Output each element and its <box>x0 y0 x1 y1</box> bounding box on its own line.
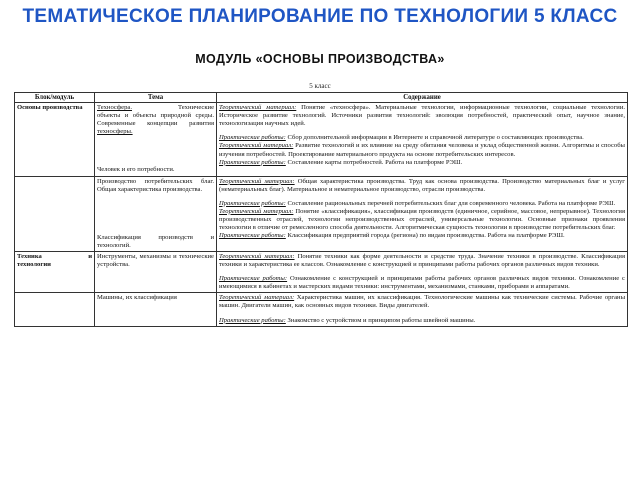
content-paragraph: Практические работы: Ознакомление с конструкцией и принципами работы рабочих органов различных видов техники. Ознакомление с имеющимися в кабинетах и мастерских видами техники: инструментами, механизмами, станками, приборами и аппаратами. <box>219 275 625 291</box>
table-row <box>15 176 628 251</box>
planning-table <box>14 92 628 327</box>
content-paragraph: Теоретический материал: Общая характеристика производства. Труд как основа производства. Производство материальных благ и услуг (нематериальных благ). Материальное и нематериальное производство, отрасли производства. <box>219 177 626 193</box>
content-paragraph: Практические работы: Составление карты потребностей. Работа на платформе РЭШ. <box>219 158 463 166</box>
grade-label: 5 класс <box>309 82 331 90</box>
topic-cell <box>95 293 217 326</box>
content-paragraph: Теоретический материал: Характеристика машин, их классификация. Технологические машины как технические системы. Рабочие органы машин. Двигатели машин, как основных видов техники. Виды двигателей. <box>219 294 626 310</box>
topic-text: Машины, их классификация <box>97 294 177 302</box>
topic-cell <box>95 103 217 176</box>
content-paragraph: Практические работы: Составление рациональных перечней потребительских благ для современного человека. Работа на платформе РЭШ. <box>219 199 616 207</box>
content-cell <box>217 251 628 292</box>
page-title: ТЕМАТИЧЕСКОЕ ПЛАНИРОВАНИЕ ПО ТЕХНОЛОГИИ 5 КЛАСС <box>22 6 618 27</box>
block-cell <box>15 176 95 251</box>
topic-text: Человек и его потребности. <box>97 166 175 174</box>
topic-keyword-end: техносферы. <box>97 128 133 136</box>
table-row <box>15 293 628 326</box>
header-topic: Тема <box>95 93 217 103</box>
content-paragraph: Теоретический материал: Развитие технологий и их влияние на среду обитания человека и уклад общественной жизни. Алгоритмы и способы изучения потребностей. Проектирование материального продукта на основе потребительских интересов. <box>219 142 625 158</box>
topic-cell <box>95 251 217 292</box>
content-cell <box>217 103 628 176</box>
content-paragraph: Теоретический материал: Понятие «классификация», классификация производств (единичное, серийное, массовое, непрерывное). Технология производственных отраслей, технологии непроизводственных отраслей, универсальные технологии. Основные признаки проявления технологии в отличие от ремесленного способа деятельности. Алгоритмическая сущность технологии в производстве потребительских благ. <box>219 207 625 232</box>
topic-text: Инструменты, механизмы и технические устройства. <box>97 252 214 269</box>
block-label: Основы производства <box>17 104 83 112</box>
content-paragraph: Теоретический материал: Понятие «техносфера». Материальные технологии, информационные технологии, социальные технологии. Историческое развитие технологий. Источники развития технологий: эволюция потребностей, практический опыт, научное знание, технологизация научных идей. <box>219 104 625 128</box>
topic-text: Классификация производств и технологий. <box>97 233 214 249</box>
topic-keyword: Техносфера. <box>97 104 132 112</box>
block-label-end: технологии <box>17 261 51 269</box>
table-row <box>15 103 628 176</box>
content-cell <box>217 293 628 326</box>
block-cell <box>15 103 95 176</box>
content-paragraph: Практические работы: Знакомство с устройством и принципом работы швейной машины. <box>219 316 476 324</box>
topic-text: Производство потребительских благ. Общая характеристика производства. <box>97 177 214 193</box>
table-row <box>15 251 628 292</box>
content-paragraph: Практические работы: Классификация предприятий города (региона) по видам производства. Работа на платформе РЭШ. <box>219 232 565 240</box>
block-label: Техника <box>17 252 42 260</box>
block-cell <box>15 251 95 292</box>
topic-text <box>97 104 214 136</box>
block-label-conj: и <box>88 252 92 260</box>
table-header-row <box>15 93 628 103</box>
block-cell <box>15 293 95 326</box>
topic-text-rest: объекты и объекты природной среды. Современные концепции развития <box>97 112 214 128</box>
content-paragraph: Практические работы: Сбор дополнительной информации в Интернете и справочной литературе о составляющих производства. <box>219 134 584 142</box>
header-block: Блок/модуль <box>15 93 95 103</box>
topic-text-tail: Технические <box>178 104 214 112</box>
header-content: Содержание <box>217 93 628 103</box>
topic-cell <box>95 176 217 251</box>
module-subtitle: МОДУЛЬ «ОСНОВЫ ПРОИЗВОДСТВА» <box>195 52 445 66</box>
content-cell <box>217 176 628 251</box>
content-paragraph: Теоретический материал: Понятие техники как форме деятельности и средстве труда. Значение техники в производстве. Классификация техники и характеристика ее классов. Ознакомление с конструкцией и принципами работы рабочих органов различных видов техники. <box>219 252 625 269</box>
